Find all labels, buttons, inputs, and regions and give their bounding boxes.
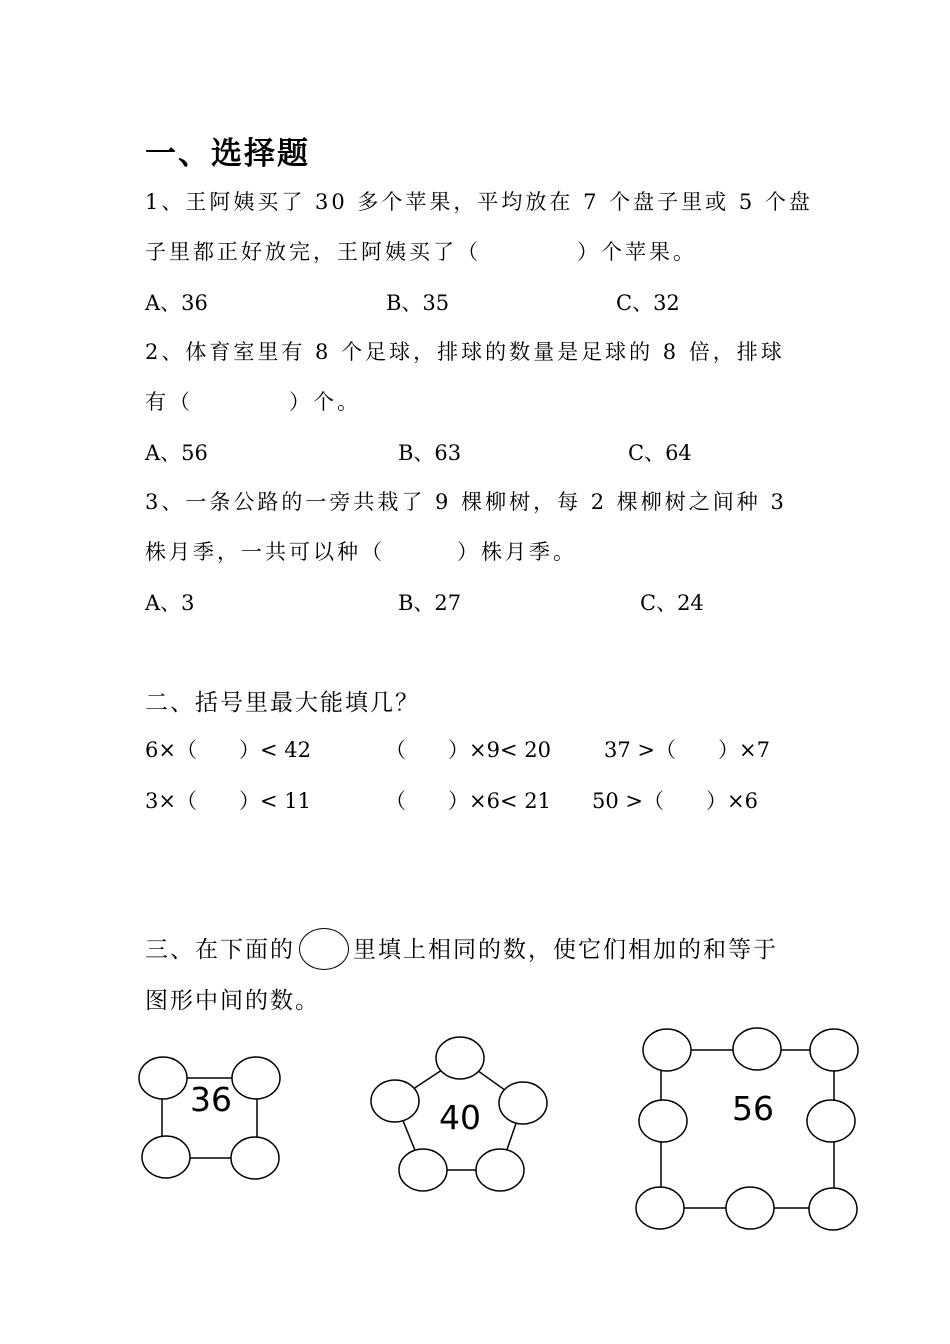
question2-line2: 有（ ）个。: [145, 390, 361, 414]
question3-line1: 3、一条公路的一旁共栽了 9 棵柳树，每 2 棵柳树之间种 3: [145, 490, 787, 514]
figure1-center: 36: [190, 1080, 232, 1119]
section3-title-line2: 图形中间的数。: [145, 988, 320, 1014]
question1-line2: 子里都正好放完，王阿姨买了（ ）个苹果。: [145, 240, 697, 264]
answer-oval[interactable]: [807, 1100, 855, 1142]
answer-oval[interactable]: [371, 1080, 419, 1122]
answer-oval[interactable]: [142, 1136, 190, 1178]
section1-title: 一、选择题: [145, 136, 310, 172]
question3-option-a[interactable]: A、3: [145, 591, 195, 615]
question2-option-b[interactable]: B、63: [398, 441, 462, 465]
fill-expression[interactable]: 6×（ ）< 42: [145, 738, 311, 762]
question2-line1: 2、体育室里有 8 个足球，排球的数量是足球的 8 倍，排球: [145, 340, 785, 364]
question1-line1: 1、王阿姨买了 30 多个苹果，平均放在 7 个盘子里或 5 个盘: [145, 190, 813, 214]
answer-oval[interactable]: [232, 1057, 280, 1099]
question3-option-c[interactable]: C、24: [640, 591, 704, 615]
answer-oval[interactable]: [636, 1187, 684, 1229]
fill-expression[interactable]: （ ）×9< 20: [385, 738, 551, 762]
fill-expression[interactable]: （ ）×6< 21: [385, 789, 551, 813]
answer-oval[interactable]: [139, 1057, 187, 1099]
answer-oval[interactable]: [476, 1149, 524, 1191]
answer-oval[interactable]: [436, 1037, 484, 1079]
question1-option-c[interactable]: C、32: [616, 291, 680, 315]
question2-option-a[interactable]: A、56: [145, 441, 208, 465]
question1-option-b[interactable]: B、35: [386, 291, 450, 315]
figure2-center: 40: [439, 1098, 481, 1137]
answer-oval[interactable]: [726, 1187, 774, 1229]
fill-expression[interactable]: 3×（ ）< 11: [145, 789, 311, 813]
question2-option-c[interactable]: C、64: [628, 441, 692, 465]
section3-title-after: 里填上相同的数，使它们相加的和等于: [353, 937, 778, 963]
answer-oval[interactable]: [231, 1137, 279, 1179]
answer-oval[interactable]: [499, 1082, 547, 1124]
section3-title-before: 三、在下面的: [145, 937, 295, 963]
answer-oval[interactable]: [399, 1149, 447, 1191]
answer-oval[interactable]: [733, 1028, 781, 1070]
answer-oval[interactable]: [639, 1100, 687, 1142]
section2-title: 二、括号里最大能填几？: [145, 690, 420, 716]
figure-square-56: [636, 1028, 858, 1230]
question1-option-a[interactable]: A、36: [145, 291, 208, 315]
fill-expression[interactable]: 37 >（ ）×7: [604, 738, 770, 762]
question3-option-b[interactable]: B、27: [398, 591, 462, 615]
figure3-center: 56: [732, 1089, 774, 1128]
answer-oval[interactable]: [810, 1029, 858, 1071]
question3-line2: 株月季，一共可以种（ ）株月季。: [145, 540, 577, 564]
answer-oval[interactable]: [643, 1029, 691, 1071]
answer-oval[interactable]: [809, 1188, 857, 1230]
fill-expression[interactable]: 50 >（ ）×6: [592, 789, 758, 813]
